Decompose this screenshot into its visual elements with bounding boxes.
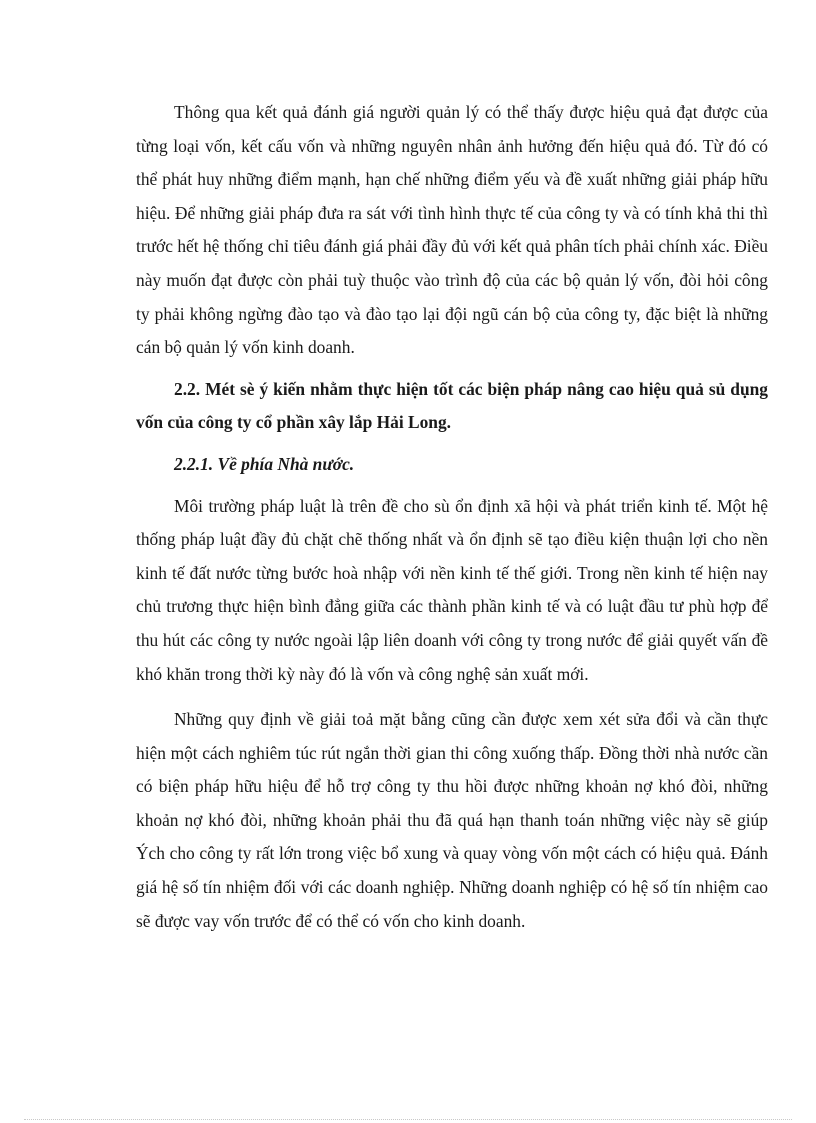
subsection-heading-2-2-1: 2.2.1. Về phía Nhà nước. xyxy=(174,453,355,474)
document-page xyxy=(136,96,768,938)
page-bottom-border xyxy=(24,1119,792,1120)
body-paragraph-evaluation: Thông qua kết quả đánh giá người quản lý có thể thấy được hiệu quả đạt được của từng loại vốn, kết cấu vốn và những nguyên nhân ảnh hưởng đến hiệu quả đó. Từ đó có thể phát huy những điểm mạnh, hạn chế những điểm yếu và đề xuất những giải pháp hữu hiệu. Để những giải pháp đưa ra sát với tình hình thực tế của công ty và có tính khả thi thì trước hết hệ thống chỉ tiêu đánh giá phải đầy đủ với kết quả phân tích phải chính xác. Điều này muốn đạt được còn phải tuỳ thuộc vào trình độ của các bộ quản lý vốn, đòi hỏi công ty phải không ngừng đào tạo và đào tạo lại đội ngũ cán bộ của công ty, đặc biệt là những cán bộ quản lý vốn kinh doanh. xyxy=(136,102,768,358)
body-paragraph-legal-environment: Môi trường pháp luật là trên đề cho sù ổn định xã hội và phát triển kinh tế. Một hệ thống pháp luật đầy đủ chặt chẽ thống nhất và ổn định sẽ tạo điều kiện thuận lợi cho nền kinh tế đất nước từng bước hoà nhập với nền kinh tế thế giới. Trong nền kinh tế hiện nay chủ trương thực hiện bình đẳng giữa các thành phần kinh tế và có luật đầu tư phù hợp để thu hút các công ty nước ngoài lập liên doanh với công ty trong nước để giải quyết vấn đề khó khăn trong thời kỳ này đó là vốn và công nghệ sản xuất mới. xyxy=(136,495,768,684)
section-heading-2-2: 2.2. Mét sè ý kiến nhằm thực hiện tốt các biện pháp nâng cao hiệu quả sủ dụng vốn của công ty cổ phần xây lắp Hải Long. xyxy=(136,378,768,433)
body-paragraph-regulations: Những quy định về giải toả mặt bằng cũng cần được xem xét sửa đổi và cần thực hiện một cách nghiêm túc rút ngắn thời gian thi công xuống thấp. Đồng thời nhà nước cần có biện pháp hữu hiệu để hỗ trợ công ty thu hồi được những khoản nợ khó đòi, những khoản nợ khó đòi, những khoản phải thu đã quá hạn thanh toán những việc này sẽ giúp Ých cho công ty rất lớn trong việc bổ xung và quay vòng vốn một cách có hiệu quả. Đánh giá hệ số tín nhiệm đối với các doanh nghiệp. Những doanh nghiệp có hệ số tín nhiệm cao sẽ được vay vốn trước để có thể có vốn cho kinh doanh. xyxy=(136,709,768,931)
